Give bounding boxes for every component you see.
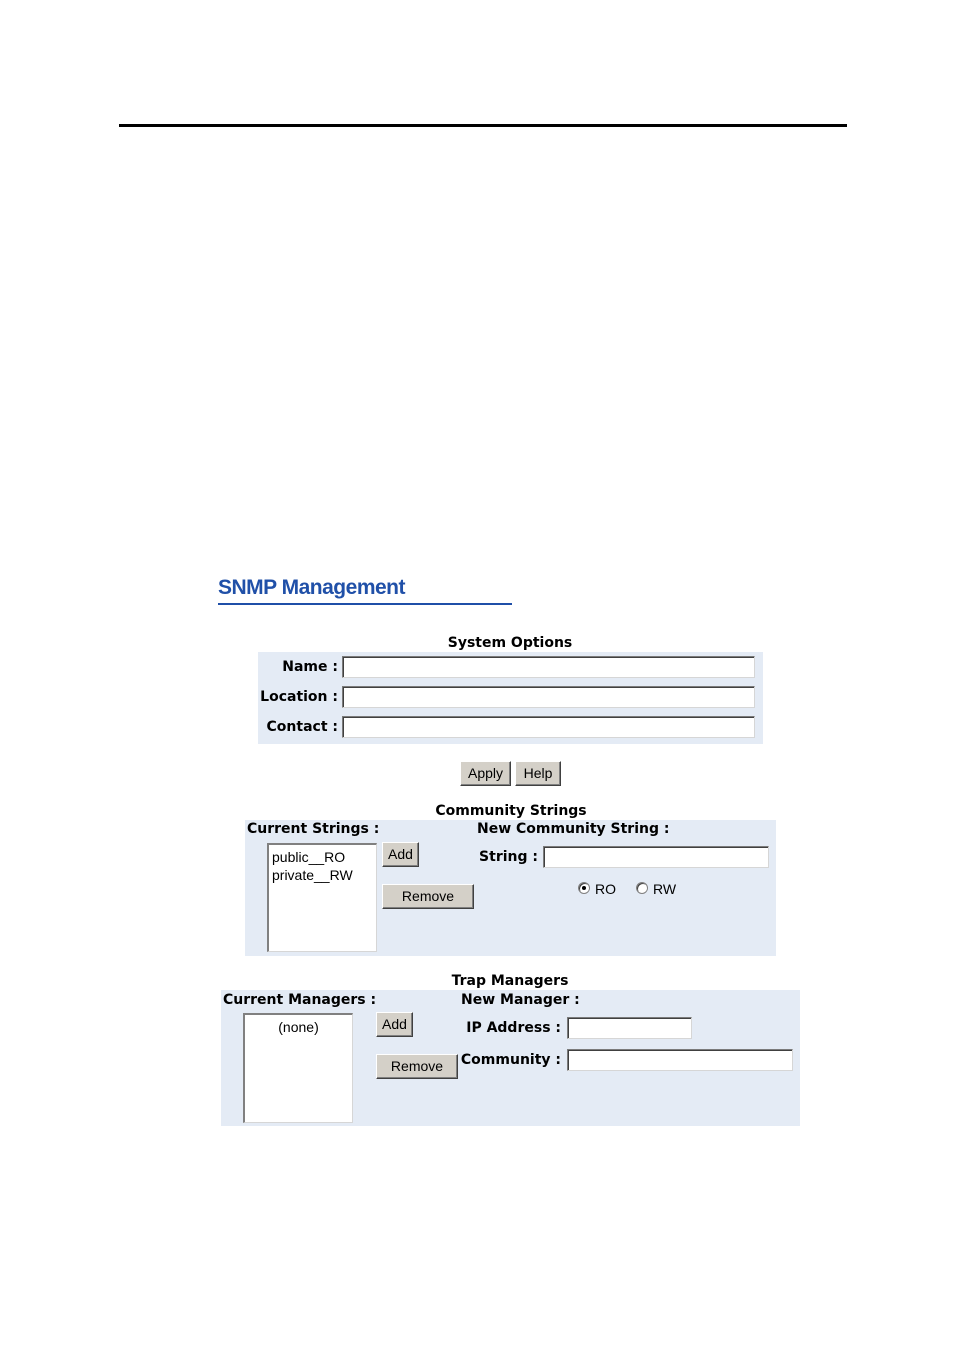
location-label: Location : xyxy=(260,689,338,705)
remove-manager-button[interactable]: Remove xyxy=(376,1054,458,1079)
community-label: Community : xyxy=(460,1052,561,1068)
apply-button[interactable]: Apply xyxy=(460,761,511,786)
contact-field[interactable] xyxy=(342,716,755,738)
ip-address-label: IP Address : xyxy=(466,1020,561,1036)
rw-radio[interactable] xyxy=(636,882,648,894)
community-field[interactable] xyxy=(567,1049,793,1071)
string-field[interactable] xyxy=(543,846,769,868)
add-string-button[interactable]: Add xyxy=(382,842,419,867)
help-button[interactable]: Help xyxy=(515,761,561,786)
new-manager-label: New Manager : xyxy=(461,992,580,1008)
list-item[interactable]: private__RW xyxy=(272,867,353,883)
current-managers-list[interactable] xyxy=(243,1013,353,1123)
ro-radio-label: RO xyxy=(595,881,616,897)
current-strings-list[interactable] xyxy=(267,843,377,952)
ro-radio[interactable] xyxy=(578,882,590,894)
string-label: String : xyxy=(479,849,538,865)
remove-string-button[interactable]: Remove xyxy=(382,884,474,909)
name-field[interactable] xyxy=(342,656,755,678)
list-item[interactable]: (none) xyxy=(278,1019,319,1035)
header-rule xyxy=(119,124,847,127)
system-options-title: System Options xyxy=(447,635,573,651)
add-manager-button[interactable]: Add xyxy=(376,1012,413,1037)
location-field[interactable] xyxy=(342,686,755,708)
name-label: Name : xyxy=(282,659,338,675)
page-title: SNMP Management xyxy=(218,575,512,605)
contact-label: Contact : xyxy=(266,719,338,735)
ip-address-field[interactable] xyxy=(567,1017,692,1039)
list-item[interactable]: public__RO xyxy=(272,849,346,865)
current-managers-label: Current Managers : xyxy=(223,992,377,1008)
new-community-string-label: New Community String : xyxy=(477,821,670,837)
rw-radio-label: RW xyxy=(653,881,677,897)
community-strings-title: Community Strings xyxy=(435,803,587,819)
current-strings-label: Current Strings : xyxy=(247,821,380,837)
trap-managers-title: Trap Managers xyxy=(451,973,569,989)
